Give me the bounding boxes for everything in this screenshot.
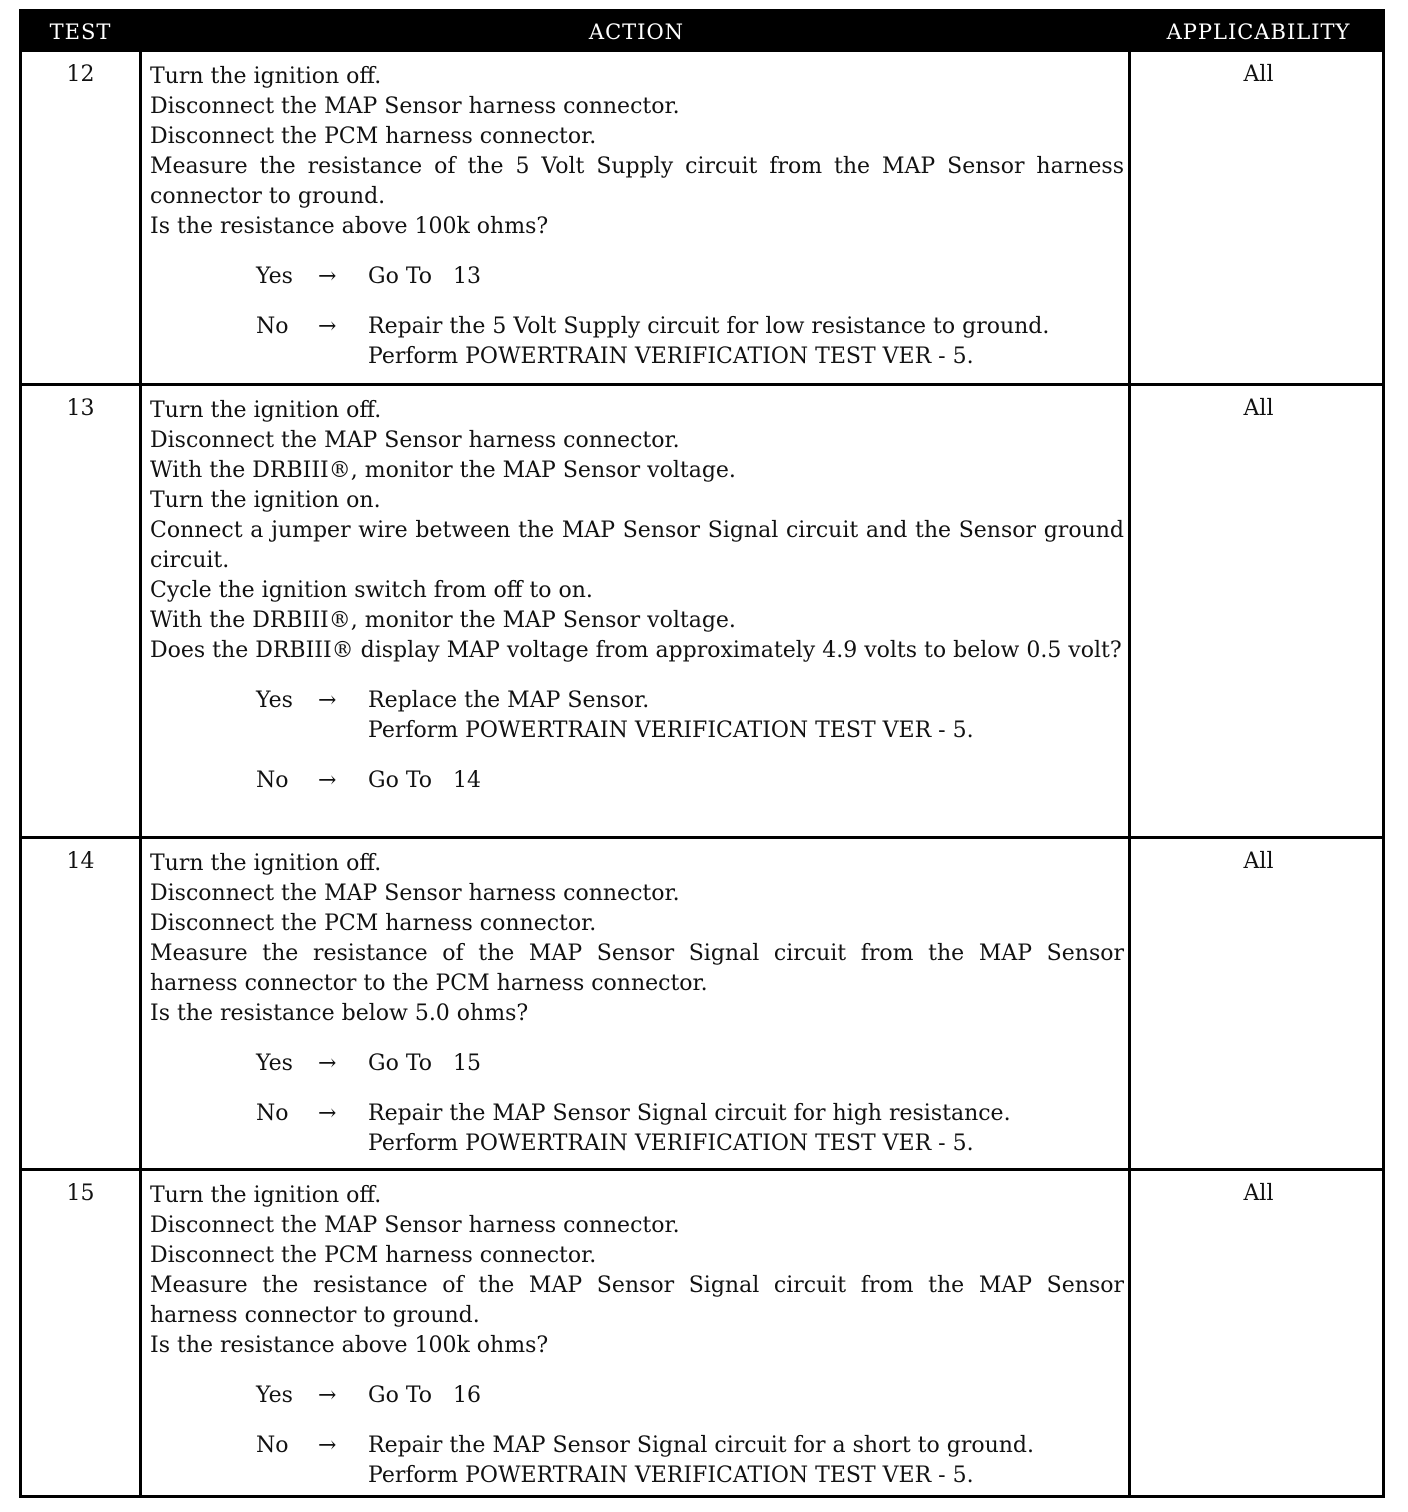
action-step: Disconnect the PCM harness connector. (150, 124, 597, 149)
action-step: With the DRBIII®, monitor the MAP Sensor voltage. (150, 458, 736, 483)
action-step: Disconnect the MAP Sensor harness connector. (150, 1213, 680, 1238)
no-result (368, 1099, 1124, 1159)
answer-options (150, 262, 1124, 372)
yes-label: Yes (256, 1051, 293, 1076)
action-step: Measure the resistance of the MAP Sensor Signal circuit from the MAP Sensor harness connector to the PCM harness connector. (150, 941, 1124, 996)
test-number: 13 (66, 396, 95, 421)
test-row-15 (22, 1168, 1382, 1495)
arrow-icon: → (318, 1383, 337, 1408)
result-line: Go To 14 (368, 768, 481, 793)
result-line: Go To 13 (368, 264, 481, 289)
applicability-value: All (1243, 396, 1274, 421)
no-label: No (256, 1433, 289, 1458)
arrow-icon: → (318, 1433, 337, 1458)
no-result (368, 1431, 1124, 1491)
action-step: Turn the ignition on. (150, 488, 381, 513)
action-step: Is the resistance above 100k ohms? (150, 1333, 549, 1358)
action-step: Cycle the ignition switch from off to on. (150, 578, 593, 603)
arrow-icon: → (318, 768, 337, 793)
no-label: No (256, 768, 289, 793)
result-line: Perform POWERTRAIN VERIFICATION TEST VER - 5. (368, 1463, 974, 1488)
arrow-icon: → (318, 264, 337, 289)
applicability-value: All (1243, 1181, 1274, 1206)
yes-answer (150, 1049, 1124, 1079)
arrow-icon: → (318, 688, 337, 713)
yes-result (368, 686, 1124, 746)
action-step: Disconnect the MAP Sensor harness connector. (150, 881, 680, 906)
no-label: No (256, 314, 289, 339)
test-number: 12 (66, 62, 95, 87)
action-step: Turn the ignition off. (150, 398, 382, 423)
column-divider (139, 839, 142, 1168)
column-divider (139, 386, 142, 836)
header-applicability: APPLICABILITY (1166, 20, 1351, 44)
test-number: 15 (66, 1181, 95, 1206)
no-answer (150, 1099, 1124, 1159)
action-step: Is the resistance above 100k ohms? (150, 214, 549, 239)
result-line: Repair the 5 Volt Supply circuit for low resistance to ground. (368, 314, 1050, 339)
result-line: Perform POWERTRAIN VERIFICATION TEST VER - 5. (368, 718, 974, 743)
test-row-12 (22, 52, 1382, 383)
test-row-14 (22, 836, 1382, 1168)
arrow-icon: → (318, 1051, 337, 1076)
action-step: Measure the resistance of the MAP Sensor Signal circuit from the MAP Sensor harness connector to ground. (150, 1273, 1124, 1328)
result-line: Perform POWERTRAIN VERIFICATION TEST VER - 5. (368, 344, 974, 369)
action-step: Measure the resistance of the 5 Volt Supply circuit from the MAP Sensor harness connector to ground. (150, 154, 1124, 209)
arrow-icon: → (318, 314, 337, 339)
result-line: Go To 15 (368, 1051, 481, 1076)
yes-answer (150, 686, 1124, 746)
yes-result (368, 1381, 1124, 1411)
yes-result (368, 262, 1124, 292)
column-divider (1128, 1171, 1131, 1495)
column-divider (1128, 52, 1131, 383)
action-step: Disconnect the PCM harness connector. (150, 1243, 597, 1268)
action-cell (150, 62, 1124, 392)
action-step: Is the resistance below 5.0 ohms? (150, 1001, 529, 1026)
action-step: Disconnect the PCM harness connector. (150, 911, 597, 936)
result-line: Repair the MAP Sensor Signal circuit for high resistance. (368, 1101, 1011, 1126)
header-test: TEST (49, 20, 112, 44)
action-step: Connect a jumper wire between the MAP Sensor Signal circuit and the Sensor ground circuit. (150, 518, 1124, 573)
diagnostic-test-table (19, 9, 1385, 1498)
no-result (368, 312, 1124, 372)
action-step: Turn the ignition off. (150, 851, 382, 876)
header-action: ACTION (588, 20, 685, 44)
action-step: Disconnect the MAP Sensor harness connector. (150, 428, 680, 453)
column-divider (1128, 839, 1131, 1168)
action-step: Does the DRBIII® display MAP voltage from approximately 4.9 volts to below 0.5 volt? (150, 638, 1122, 663)
no-answer (150, 312, 1124, 372)
action-step: With the DRBIII®, monitor the MAP Sensor voltage. (150, 608, 736, 633)
no-label: No (256, 1101, 289, 1126)
yes-label: Yes (256, 264, 293, 289)
action-step: Turn the ignition off. (150, 1183, 382, 1208)
no-answer (150, 1431, 1124, 1491)
action-cell (150, 1181, 1124, 1511)
result-line: Go To 16 (368, 1383, 481, 1408)
no-result (368, 766, 1124, 796)
column-divider (139, 1171, 142, 1495)
yes-result (368, 1049, 1124, 1079)
table-header (22, 12, 1382, 52)
test-row-13 (22, 383, 1382, 836)
yes-answer (150, 1381, 1124, 1411)
result-line: Perform POWERTRAIN VERIFICATION TEST VER - 5. (368, 1131, 974, 1156)
answer-options (150, 1381, 1124, 1491)
yes-label: Yes (256, 1383, 293, 1408)
arrow-icon: → (318, 1101, 337, 1126)
action-step: Disconnect the MAP Sensor harness connector. (150, 94, 680, 119)
action-cell (150, 396, 1124, 816)
yes-label: Yes (256, 688, 293, 713)
column-divider (1128, 386, 1131, 836)
result-line: Repair the MAP Sensor Signal circuit for a short to ground. (368, 1433, 1035, 1458)
no-answer (150, 766, 1124, 796)
applicability-value: All (1243, 849, 1274, 874)
column-divider (139, 52, 142, 383)
applicability-value: All (1243, 62, 1274, 87)
action-step: Turn the ignition off. (150, 64, 382, 89)
action-cell (150, 849, 1124, 1179)
test-number: 14 (66, 849, 95, 874)
answer-options (150, 1049, 1124, 1159)
result-line: Replace the MAP Sensor. (368, 688, 650, 713)
yes-answer (150, 262, 1124, 292)
answer-options (150, 686, 1124, 796)
